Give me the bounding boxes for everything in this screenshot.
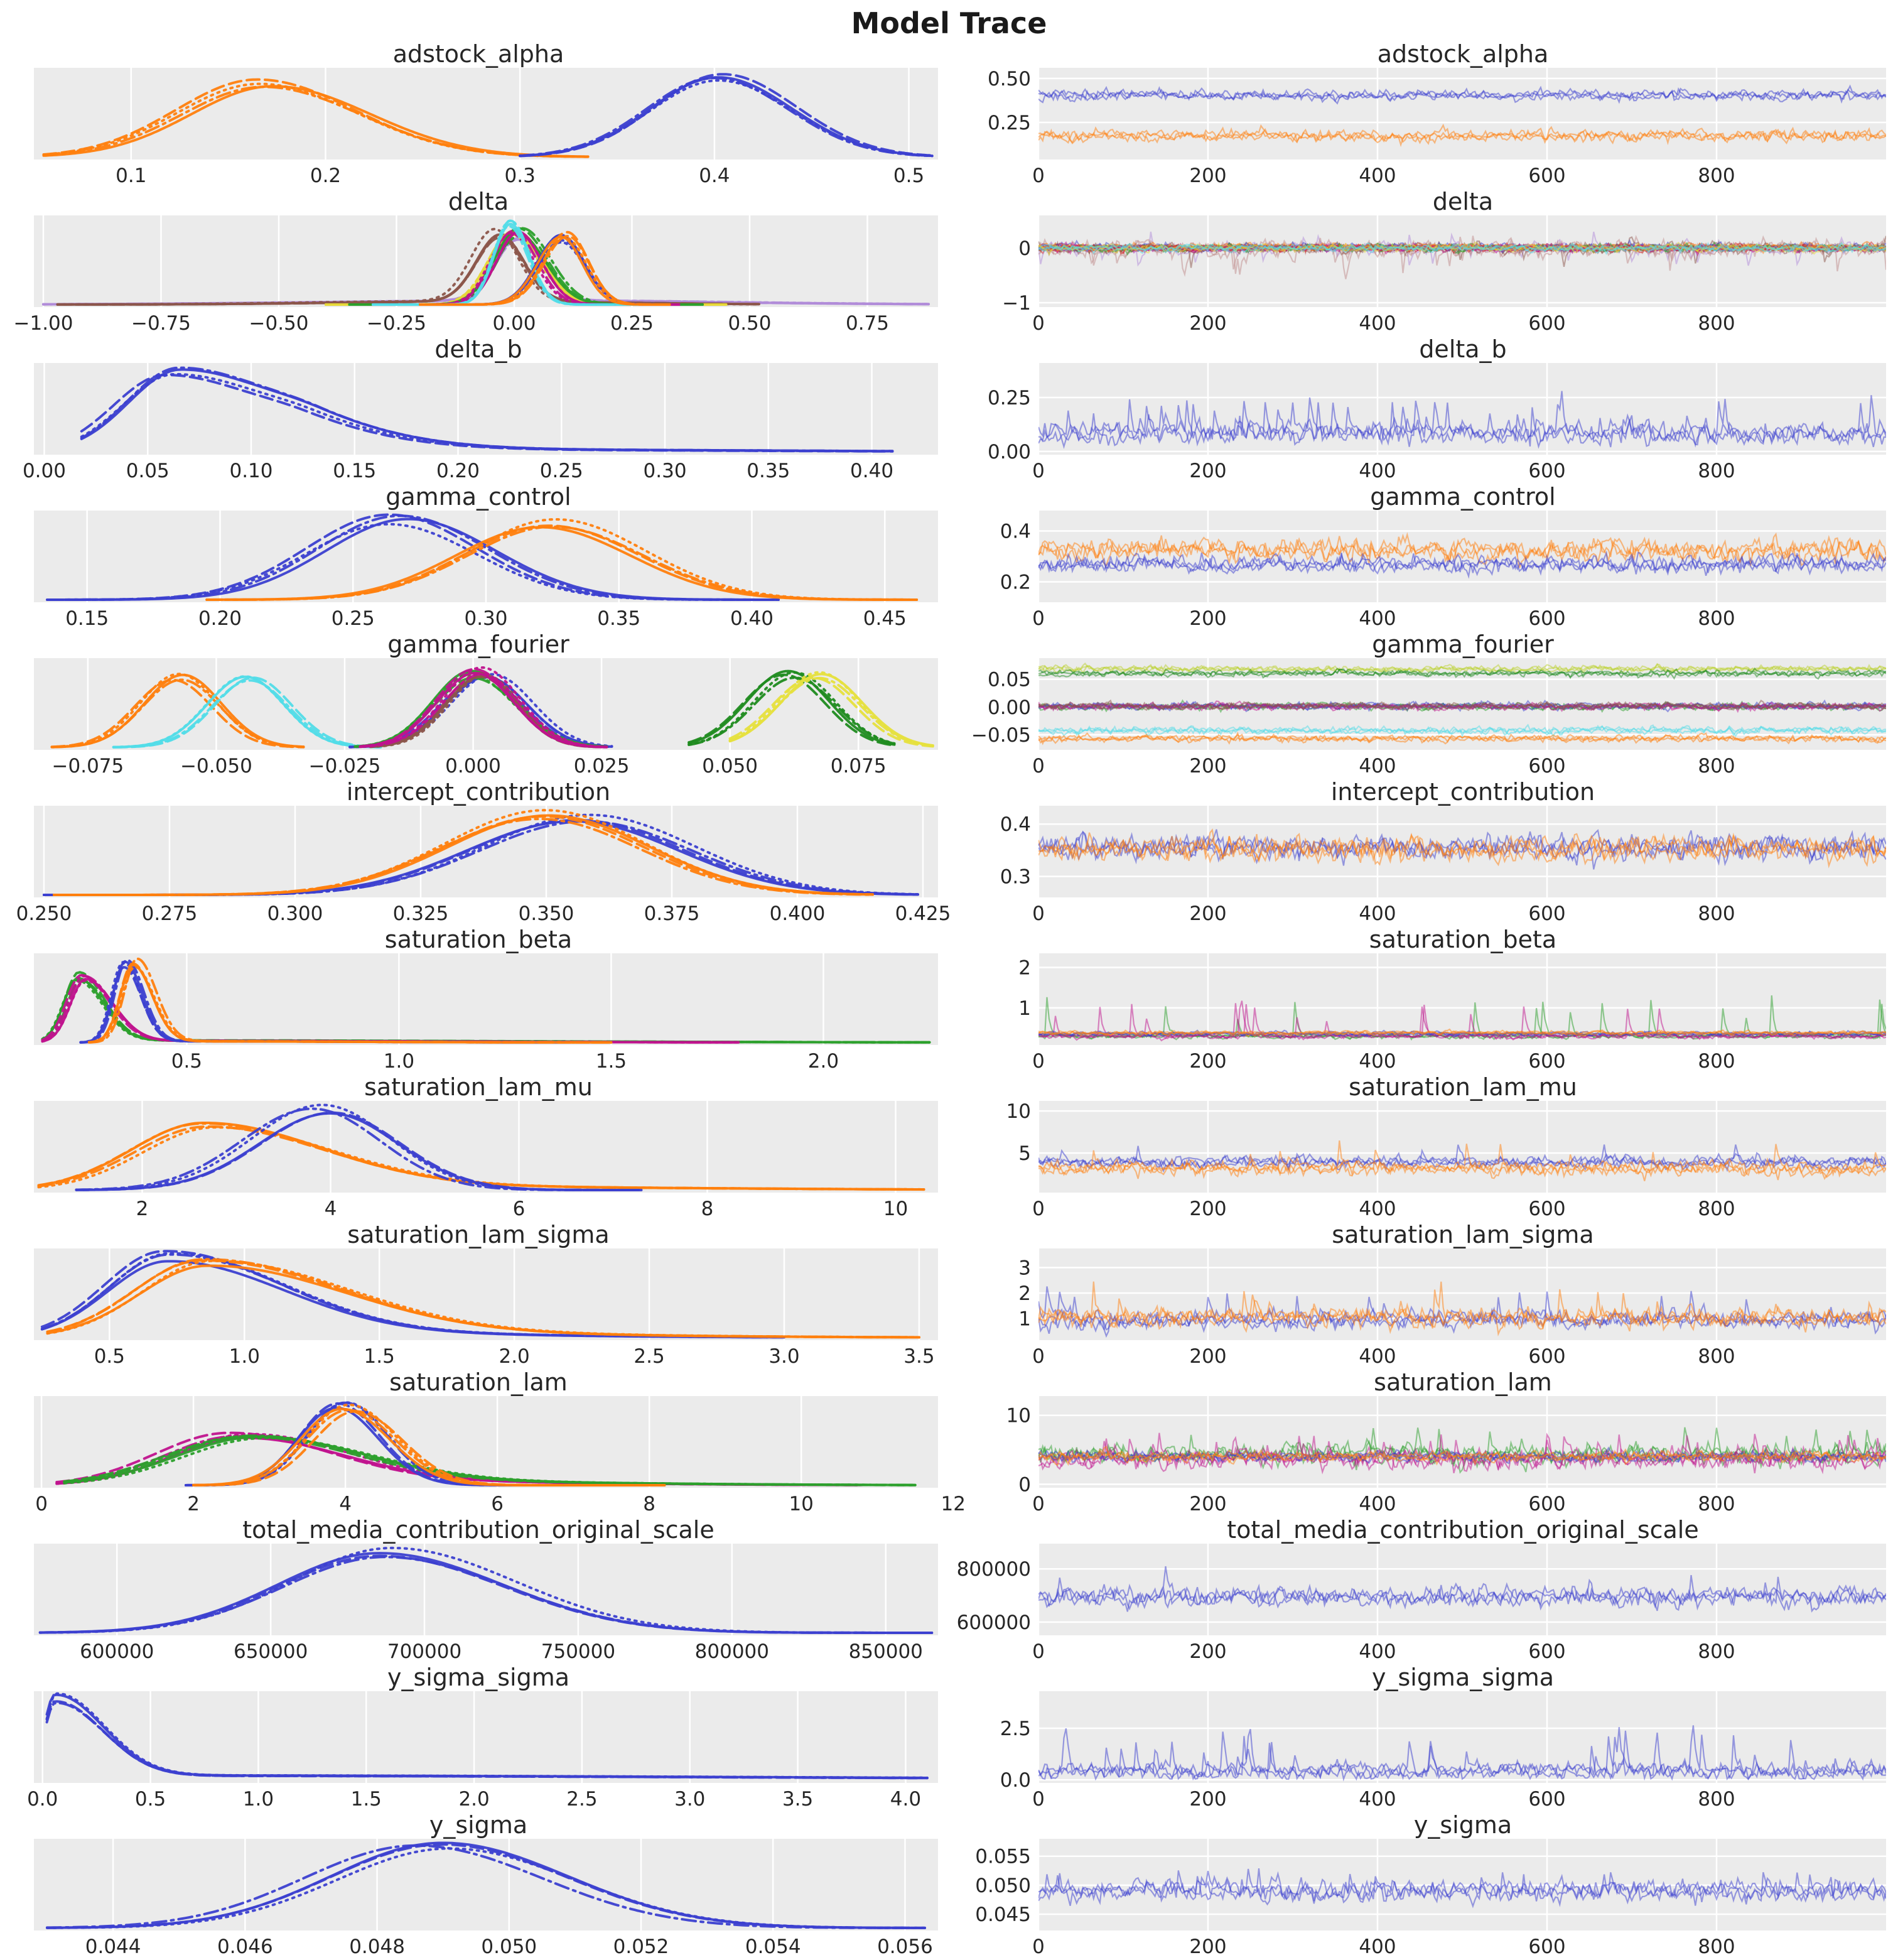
plot-area — [1038, 1101, 1886, 1193]
x-tick-label: 0.35 — [747, 460, 790, 482]
param-title-y_sigma_sigma: y_sigma_sigma — [387, 1664, 570, 1691]
trace-plot-delta — [964, 215, 1891, 335]
plot-area — [34, 215, 938, 307]
param-title-gamma_control: gamma_control — [1370, 483, 1556, 511]
subplot-kde-saturation_lam_sigma — [4, 1221, 953, 1368]
kde-plot-intercept_contribution — [4, 806, 951, 925]
x-tick-label: 400 — [1359, 755, 1396, 777]
x-tick-label: 0.054 — [745, 1936, 801, 1958]
y-tick-label: 0.055 — [975, 1845, 1031, 1868]
x-tick-label: 1.0 — [229, 1345, 260, 1368]
x-tick-label: 0.1 — [116, 165, 147, 187]
x-tick-label: 0.025 — [573, 755, 630, 777]
trace-plot-saturation_lam_sigma — [964, 1248, 1891, 1368]
x-tick-label: 0.4 — [699, 165, 730, 187]
x-tick-label: 800 — [1698, 1493, 1735, 1515]
subplot-trace-total_media_contribution_original_scale — [956, 1516, 1892, 1664]
x-tick-label: 3.0 — [674, 1788, 706, 1811]
subplot-kde-total_media_contribution_original_scale — [4, 1516, 953, 1664]
x-tick-label: 6 — [491, 1493, 504, 1515]
subplot-trace-saturation_lam_sigma — [964, 1221, 1892, 1368]
x-tick-label: −0.050 — [180, 755, 252, 777]
x-tick-label: 600 — [1528, 1936, 1566, 1958]
x-tick-label: 0.300 — [267, 902, 323, 925]
x-tick-label: 0.5 — [94, 1345, 126, 1368]
x-tick-label: 1.0 — [383, 1050, 415, 1073]
x-tick-label: 600 — [1528, 1198, 1566, 1220]
y-tick-label: 1 — [1018, 997, 1031, 1020]
x-tick-label: 800 — [1698, 165, 1735, 187]
x-tick-label: 0.046 — [217, 1936, 273, 1958]
param-title-saturation_lam: saturation_lam — [389, 1368, 568, 1396]
subplot-trace-y_sigma — [964, 1811, 1892, 1959]
param-title-delta: delta — [1432, 188, 1494, 215]
y-tick-label: 10 — [1006, 1404, 1031, 1427]
y-tick-label: 0.4 — [1000, 813, 1031, 837]
y-tick-label: 0.4 — [1000, 520, 1031, 543]
x-tick-label: 0 — [1032, 1936, 1045, 1958]
plot-area — [34, 1101, 938, 1193]
y-tick-label: 1 — [1018, 1308, 1031, 1331]
x-tick-label: 0.35 — [597, 607, 641, 630]
x-tick-label: 10 — [883, 1198, 909, 1220]
kde-plot-delta_b — [4, 363, 944, 482]
x-tick-label: 0.5 — [893, 165, 925, 187]
trace-plot-delta_b — [964, 363, 1891, 482]
plot-area — [1038, 1248, 1886, 1340]
x-tick-label: 0 — [1032, 1050, 1045, 1073]
x-tick-label: 0 — [1032, 460, 1045, 482]
trace-plot-saturation_lam_mu — [964, 1101, 1891, 1220]
x-tick-label: 800 — [1698, 460, 1735, 482]
subplot-trace-saturation_beta — [964, 926, 1892, 1073]
x-tick-label: 2.5 — [566, 1788, 598, 1811]
x-tick-label: −0.025 — [308, 755, 381, 777]
x-tick-label: 2.0 — [807, 1050, 839, 1073]
x-tick-label: 400 — [1359, 165, 1396, 187]
x-tick-label: 800 — [1698, 1198, 1735, 1220]
x-tick-label: −0.25 — [367, 312, 426, 335]
subplot-trace-saturation_lam_mu — [964, 1073, 1892, 1221]
x-tick-label: 10 — [789, 1493, 814, 1515]
x-tick-label: −1.00 — [13, 312, 73, 335]
subplot-kde-y_sigma — [4, 1811, 953, 1959]
x-tick-label: 650000 — [233, 1640, 308, 1663]
x-tick-label: 0 — [1032, 312, 1045, 335]
x-tick-label: 0.5 — [134, 1788, 166, 1811]
x-tick-label: 0.00 — [492, 312, 536, 335]
y-tick-label: 2 — [1018, 1282, 1031, 1305]
x-tick-label: 1.5 — [350, 1788, 382, 1811]
x-tick-label: 750000 — [541, 1640, 616, 1663]
x-tick-label: 400 — [1359, 1788, 1396, 1811]
x-tick-label: −0.075 — [51, 755, 124, 777]
subplot-kde-delta_b — [4, 335, 953, 483]
x-tick-label: 200 — [1189, 902, 1227, 925]
x-tick-label: 800000 — [694, 1640, 770, 1663]
x-tick-label: 0.15 — [65, 607, 109, 630]
x-tick-label: 400 — [1359, 1345, 1396, 1368]
x-tick-label: 600 — [1528, 165, 1566, 187]
x-tick-label: 0.5 — [171, 1050, 203, 1073]
x-tick-label: 200 — [1189, 1493, 1227, 1515]
x-tick-label: 600 — [1528, 1345, 1566, 1368]
x-tick-label: 0.0 — [27, 1788, 58, 1811]
x-tick-label: 0.3 — [504, 165, 536, 187]
param-title-intercept_contribution: intercept_contribution — [1330, 778, 1595, 806]
x-tick-label: 800 — [1698, 1788, 1735, 1811]
x-tick-label: 0.50 — [728, 312, 772, 335]
x-tick-label: 0 — [1032, 1493, 1045, 1515]
x-tick-label: 400 — [1359, 1198, 1396, 1220]
y-tick-label: 10 — [1006, 1100, 1031, 1123]
x-tick-label: 400 — [1359, 902, 1396, 925]
y-tick-label: 3 — [1018, 1257, 1031, 1280]
x-tick-label: 8 — [643, 1493, 656, 1515]
y-tick-label: 0.50 — [987, 67, 1031, 90]
y-tick-label: 800000 — [956, 1558, 1031, 1581]
x-tick-label: 0.30 — [643, 460, 687, 482]
trace-plots-grid — [0, 40, 1898, 1959]
x-tick-label: 600 — [1528, 607, 1566, 630]
x-tick-label: 600000 — [80, 1640, 154, 1663]
x-tick-label: 200 — [1189, 755, 1227, 777]
x-tick-label: 400 — [1359, 1050, 1396, 1073]
trace-plot-gamma_fourier — [964, 658, 1891, 777]
param-title-gamma_fourier: gamma_fourier — [387, 631, 569, 658]
x-tick-label: 400 — [1359, 1640, 1396, 1663]
x-tick-label: 0.10 — [229, 460, 273, 482]
plot-area — [1038, 1396, 1886, 1488]
x-tick-label: 200 — [1189, 460, 1227, 482]
x-tick-label: 600 — [1528, 460, 1566, 482]
subplot-kde-gamma_control — [4, 483, 953, 631]
trace-plot-adstock_alpha — [964, 68, 1891, 187]
param-title-saturation_lam: saturation_lam — [1374, 1368, 1552, 1396]
kde-plot-y_sigma — [4, 1839, 944, 1958]
x-tick-label: 600 — [1528, 1640, 1566, 1663]
x-tick-label: 0.050 — [481, 1936, 537, 1958]
x-tick-label: 0.375 — [644, 902, 700, 925]
x-tick-label: 2.0 — [499, 1345, 530, 1368]
param-title-saturation_beta: saturation_beta — [384, 926, 573, 953]
subplot-kde-y_sigma_sigma — [4, 1664, 953, 1811]
x-tick-label: 0 — [1032, 165, 1045, 187]
param-title-delta_b: delta_b — [434, 335, 522, 363]
x-tick-label: 4 — [339, 1493, 352, 1515]
kde-plot-adstock_alpha — [4, 68, 944, 187]
x-tick-label: 0.425 — [895, 902, 951, 925]
x-tick-label: 0 — [1032, 607, 1045, 630]
param-title-delta: delta — [448, 188, 509, 215]
x-tick-label: 1.5 — [595, 1050, 627, 1073]
x-tick-label: 3.5 — [782, 1788, 814, 1811]
x-tick-label: 200 — [1189, 607, 1227, 630]
plot-area — [34, 1396, 938, 1488]
x-tick-label: 0.25 — [610, 312, 654, 335]
x-tick-label: 200 — [1189, 1788, 1227, 1811]
x-tick-label: 200 — [1189, 1050, 1227, 1073]
x-tick-label: 850000 — [848, 1640, 923, 1663]
plot-area — [34, 953, 938, 1045]
x-tick-label: 0.050 — [702, 755, 758, 777]
x-tick-label: −0.50 — [249, 312, 309, 335]
x-tick-label: 1.5 — [364, 1345, 395, 1368]
x-tick-label: 0 — [1032, 902, 1045, 925]
kde-plot-saturation_beta — [4, 953, 944, 1073]
x-tick-label: 200 — [1189, 1198, 1227, 1220]
x-tick-label: 0.052 — [613, 1936, 669, 1958]
subplot-trace-delta — [964, 188, 1892, 335]
x-tick-label: 0.275 — [141, 902, 198, 925]
x-tick-label: 2.0 — [458, 1788, 490, 1811]
x-tick-label: 2.5 — [634, 1345, 665, 1368]
x-tick-label: 2 — [187, 1493, 200, 1515]
x-tick-label: 1.0 — [242, 1788, 274, 1811]
param-title-saturation_lam_mu: saturation_lam_mu — [1349, 1073, 1577, 1101]
subplot-kde-saturation_beta — [4, 926, 953, 1073]
x-tick-label: 0.25 — [331, 607, 375, 630]
plot-area — [34, 1691, 938, 1783]
x-tick-label: 0 — [1032, 1640, 1045, 1663]
x-tick-label: 600 — [1528, 902, 1566, 925]
x-tick-label: 0.30 — [464, 607, 508, 630]
param-title-delta_b: delta_b — [1419, 335, 1507, 363]
y-tick-label: −0.05 — [971, 724, 1031, 747]
x-tick-label: 0.044 — [85, 1936, 141, 1958]
trace-plot-intercept_contribution — [964, 806, 1891, 925]
y-tick-label: 5 — [1018, 1142, 1031, 1166]
x-tick-label: 800 — [1698, 1345, 1735, 1368]
subplot-kde-delta — [4, 188, 953, 335]
kde-plot-gamma_control — [4, 511, 944, 630]
x-tick-label: 0.40 — [730, 607, 774, 630]
subplot-trace-adstock_alpha — [964, 40, 1892, 188]
x-tick-label: 0.00 — [22, 460, 66, 482]
param-title-saturation_lam_mu: saturation_lam_mu — [364, 1073, 593, 1101]
x-tick-label: 400 — [1359, 1493, 1396, 1515]
param-title-saturation_lam_sigma: saturation_lam_sigma — [347, 1221, 610, 1248]
x-tick-label: 800 — [1698, 902, 1735, 925]
trace-plot-saturation_lam — [964, 1396, 1891, 1515]
trace-plot-total_media_contribution_original_scale — [956, 1544, 1891, 1663]
trace-plot-saturation_beta — [964, 953, 1891, 1073]
y-tick-label: −1 — [1002, 292, 1031, 315]
x-tick-label: 0.350 — [518, 902, 574, 925]
param-title-gamma_control: gamma_control — [386, 483, 571, 511]
kde-plot-gamma_fourier — [4, 658, 944, 777]
x-tick-label: 0 — [1032, 1198, 1045, 1220]
x-tick-label: 0.15 — [333, 460, 377, 482]
x-tick-label: 600 — [1528, 1493, 1566, 1515]
x-tick-label: 800 — [1698, 1050, 1735, 1073]
x-tick-label: 0.45 — [863, 607, 907, 630]
x-tick-label: 800 — [1698, 1640, 1735, 1663]
param-title-total_media_contribution_original_scale: total_media_contribution_original_scale — [1227, 1516, 1699, 1544]
y-tick-label: 0.25 — [987, 386, 1031, 409]
x-tick-label: 0.75 — [845, 312, 890, 335]
x-tick-label: 0.075 — [830, 755, 887, 777]
y-tick-label: 0 — [1018, 1473, 1031, 1497]
y-tick-label: 0.05 — [987, 668, 1031, 691]
plot-area — [34, 363, 938, 455]
param-title-adstock_alpha: adstock_alpha — [392, 40, 564, 68]
subplot-trace-intercept_contribution — [964, 778, 1892, 926]
x-tick-label: 800 — [1698, 607, 1735, 630]
x-tick-label: 0.05 — [126, 460, 170, 482]
x-tick-label: 0.20 — [436, 460, 480, 482]
x-tick-label: 3.0 — [768, 1345, 800, 1368]
y-tick-label: 0.0 — [1000, 1769, 1031, 1792]
subplot-kde-adstock_alpha — [4, 40, 953, 188]
x-tick-label: 0.325 — [392, 902, 449, 925]
x-tick-label: 3.5 — [903, 1345, 935, 1368]
x-tick-label: 0.000 — [445, 755, 501, 777]
y-tick-label: 0.00 — [987, 696, 1031, 719]
x-tick-label: 4 — [324, 1198, 337, 1220]
subplot-kde-saturation_lam_mu — [4, 1073, 953, 1221]
x-tick-label: 12 — [941, 1493, 966, 1515]
x-tick-label: 0 — [1032, 755, 1045, 777]
x-tick-label: 400 — [1359, 312, 1396, 335]
x-tick-label: 200 — [1189, 1936, 1227, 1958]
kde-plot-saturation_lam — [4, 1396, 966, 1515]
kde-plot-saturation_lam_sigma — [4, 1248, 944, 1368]
x-tick-label: 0.048 — [349, 1936, 405, 1958]
x-tick-label: 0.056 — [877, 1936, 933, 1958]
subplot-kde-intercept_contribution — [4, 778, 953, 926]
trace-plot-gamma_control — [964, 511, 1891, 630]
x-tick-label: 2 — [136, 1198, 149, 1220]
y-tick-label: 0.050 — [975, 1874, 1031, 1897]
trace-plot-y_sigma_sigma — [964, 1691, 1891, 1811]
x-tick-label: 200 — [1189, 1640, 1227, 1663]
kde-plot-delta — [4, 215, 944, 335]
param-title-intercept_contribution: intercept_contribution — [346, 778, 611, 806]
subplot-trace-gamma_fourier — [964, 631, 1892, 778]
x-tick-label: 800 — [1698, 1936, 1735, 1958]
plot-area — [1038, 68, 1886, 160]
x-tick-label: 600 — [1528, 1050, 1566, 1073]
x-tick-label: 4.0 — [890, 1788, 922, 1811]
subplot-trace-saturation_lam — [964, 1368, 1892, 1516]
param-title-adstock_alpha: adstock_alpha — [1377, 40, 1549, 68]
subplot-kde-gamma_fourier — [4, 631, 953, 778]
x-tick-label: 0.25 — [539, 460, 583, 482]
x-tick-label: 700000 — [387, 1640, 462, 1663]
plot-area — [1038, 215, 1886, 307]
x-tick-label: 800 — [1698, 312, 1735, 335]
x-tick-label: 400 — [1359, 460, 1396, 482]
x-tick-label: 0.400 — [769, 902, 826, 925]
plot-area — [34, 1544, 938, 1635]
x-tick-label: 0 — [1032, 1788, 1045, 1811]
y-tick-label: 2 — [1018, 956, 1031, 980]
param-title-total_media_contribution_original_scale: total_media_contribution_original_scale — [242, 1516, 714, 1544]
x-tick-label: 0 — [1032, 1345, 1045, 1368]
param-title-y_sigma: y_sigma — [1413, 1811, 1512, 1839]
x-tick-label: 0.20 — [198, 607, 242, 630]
x-tick-label: 600 — [1528, 755, 1566, 777]
x-tick-label: 200 — [1189, 165, 1227, 187]
y-tick-label: 0.045 — [975, 1903, 1031, 1927]
y-tick-label: 0.00 — [987, 440, 1031, 463]
subplot-trace-gamma_control — [964, 483, 1892, 631]
y-tick-label: 0.25 — [987, 112, 1031, 135]
x-tick-label: 8 — [701, 1198, 714, 1220]
y-tick-label: 2.5 — [1000, 1718, 1031, 1741]
x-tick-label: 0 — [35, 1493, 48, 1515]
x-tick-label: 200 — [1189, 1345, 1227, 1368]
subplot-kde-saturation_lam — [4, 1368, 966, 1516]
plot-area — [1038, 363, 1886, 455]
x-tick-label: 0.2 — [310, 165, 342, 187]
y-tick-label: 0.2 — [1000, 571, 1031, 594]
x-tick-label: −0.75 — [131, 312, 191, 335]
subplot-trace-y_sigma_sigma — [964, 1664, 1892, 1811]
trace-plot-y_sigma — [964, 1839, 1891, 1958]
param-title-gamma_fourier: gamma_fourier — [1372, 631, 1554, 658]
y-tick-label: 600000 — [956, 1611, 1031, 1634]
param-title-saturation_beta: saturation_beta — [1369, 926, 1557, 953]
kde-plot-saturation_lam_mu — [4, 1101, 944, 1220]
y-tick-label: 0 — [1018, 237, 1031, 261]
subplot-trace-delta_b — [964, 335, 1892, 483]
x-tick-label: 600 — [1528, 312, 1566, 335]
x-tick-label: 0.250 — [16, 902, 72, 925]
x-tick-label: 0.40 — [850, 460, 894, 482]
param-title-y_sigma_sigma: y_sigma_sigma — [1371, 1664, 1555, 1691]
kde-plot-total_media_contribution_original_scale — [4, 1544, 944, 1663]
x-tick-label: 600 — [1528, 1788, 1566, 1811]
x-tick-label: 200 — [1189, 312, 1227, 335]
x-tick-label: 6 — [512, 1198, 526, 1220]
x-tick-label: 400 — [1359, 1936, 1396, 1958]
param-title-y_sigma: y_sigma — [429, 1811, 528, 1839]
x-tick-label: 800 — [1698, 755, 1735, 777]
figure-title: Model Trace — [851, 6, 1047, 40]
param-title-saturation_lam_sigma: saturation_lam_sigma — [1332, 1221, 1594, 1248]
x-tick-label: 400 — [1359, 607, 1396, 630]
y-tick-label: 0.3 — [1000, 865, 1031, 889]
kde-plot-y_sigma_sigma — [4, 1691, 944, 1811]
